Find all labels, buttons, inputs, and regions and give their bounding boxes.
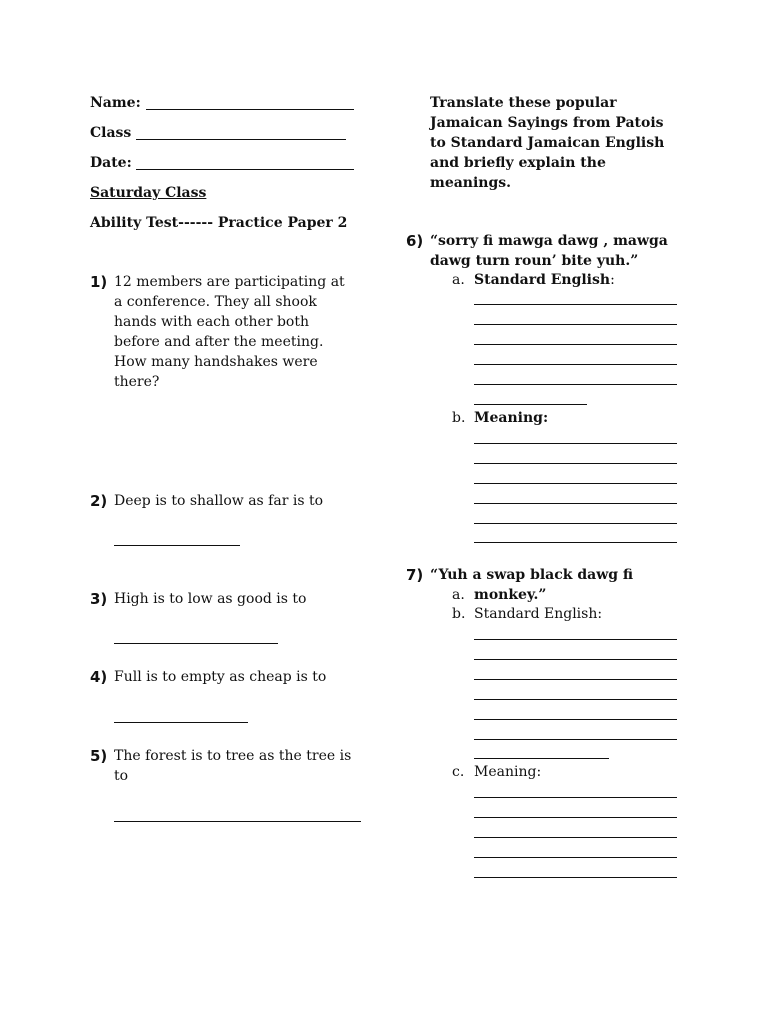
ability-test-title: Ability Test------ Practice Paper 2 [90,215,348,231]
q6a-heading [474,270,615,290]
q4-number: 4) [90,668,108,686]
q7b-label: b. [452,606,466,622]
q3-number: 3) [90,590,108,608]
q6a-line-2[interactable] [474,324,677,325]
q6a-line-6[interactable] [474,404,587,405]
q7b-line-4[interactable] [474,699,677,700]
q6a-line-5[interactable] [474,384,677,385]
q7b-line-1[interactable] [474,639,677,640]
q7b-line-2[interactable] [474,659,677,660]
q7-number: 7) [406,566,424,584]
q6a-line-3[interactable] [474,344,677,345]
q6a-label: a. [452,272,465,288]
class-field-line[interactable] [136,139,346,140]
q5-answer-line[interactable] [114,821,361,822]
date-field-line[interactable] [136,169,354,170]
q1-number: 1) [90,273,108,291]
q6b-line-2[interactable] [474,463,677,464]
q2-answer-line[interactable] [114,545,240,546]
q2-text: Deep is to shallow as far is to [114,493,324,509]
name-label: Name: [90,95,141,111]
q6b-line-5[interactable] [474,523,677,524]
q4-answer-line[interactable] [114,722,248,723]
q7-saying-line1: “Yuh a swap black dawg fi [430,567,634,583]
q6b-line-4[interactable] [474,503,677,504]
q3-text: High is to low as good is to [114,591,307,607]
q5-text: The forest is to tree as the tree is to [114,748,352,784]
q7b-line-5[interactable] [474,719,677,720]
q7b-heading: Standard English: [474,606,603,622]
q6b-label: b. [452,410,466,426]
q6b-line-3[interactable] [474,483,677,484]
q6b-line-1[interactable] [474,443,677,444]
q6-saying: “sorry fi mawga dawg , mawga dawg turn roun’ bite yuh.” [430,233,668,269]
q7b-line-6[interactable] [474,739,677,740]
q6b-line-6[interactable] [474,542,677,543]
q6b-heading: Meaning: [474,410,549,426]
q7c-heading: Meaning: [474,764,542,780]
instructions: Translate these popular Jamaican Sayings from Patois to Standard Jamaican English and briefly explain the meanings. [430,95,665,191]
q6a-line-1[interactable] [474,304,677,305]
q7b-line-7[interactable] [474,758,609,759]
name-field-line[interactable] [146,109,354,110]
q6a-heading-text: Standard English [474,272,611,288]
q5-number: 5) [90,747,108,765]
date-label: Date: [90,155,132,171]
q1-text: 12 members are participating at a conference. They all shook hands with each other both before and after the meeting. How many handshakes were there? [114,274,345,390]
q7c-line-4[interactable] [474,857,677,858]
saturday-class-title: Saturday Class [90,185,207,201]
q7a-text: monkey.” [474,587,547,603]
q7b-line-3[interactable] [474,679,677,680]
q7c-line-1[interactable] [474,797,677,798]
q6a-colon: : [610,272,615,288]
q7c-label: c. [452,764,465,780]
class-label: Class [90,125,132,141]
q7a-label: a. [452,587,465,603]
q7c-line-5[interactable] [474,877,677,878]
q6a-line-4[interactable] [474,364,677,365]
q7c-line-2[interactable] [474,817,677,818]
q7c-line-3[interactable] [474,837,677,838]
q2-number: 2) [90,492,108,510]
q6-number: 6) [406,232,424,250]
q4-text: Full is to empty as cheap is to [114,669,327,685]
q3-answer-line[interactable] [114,643,278,644]
